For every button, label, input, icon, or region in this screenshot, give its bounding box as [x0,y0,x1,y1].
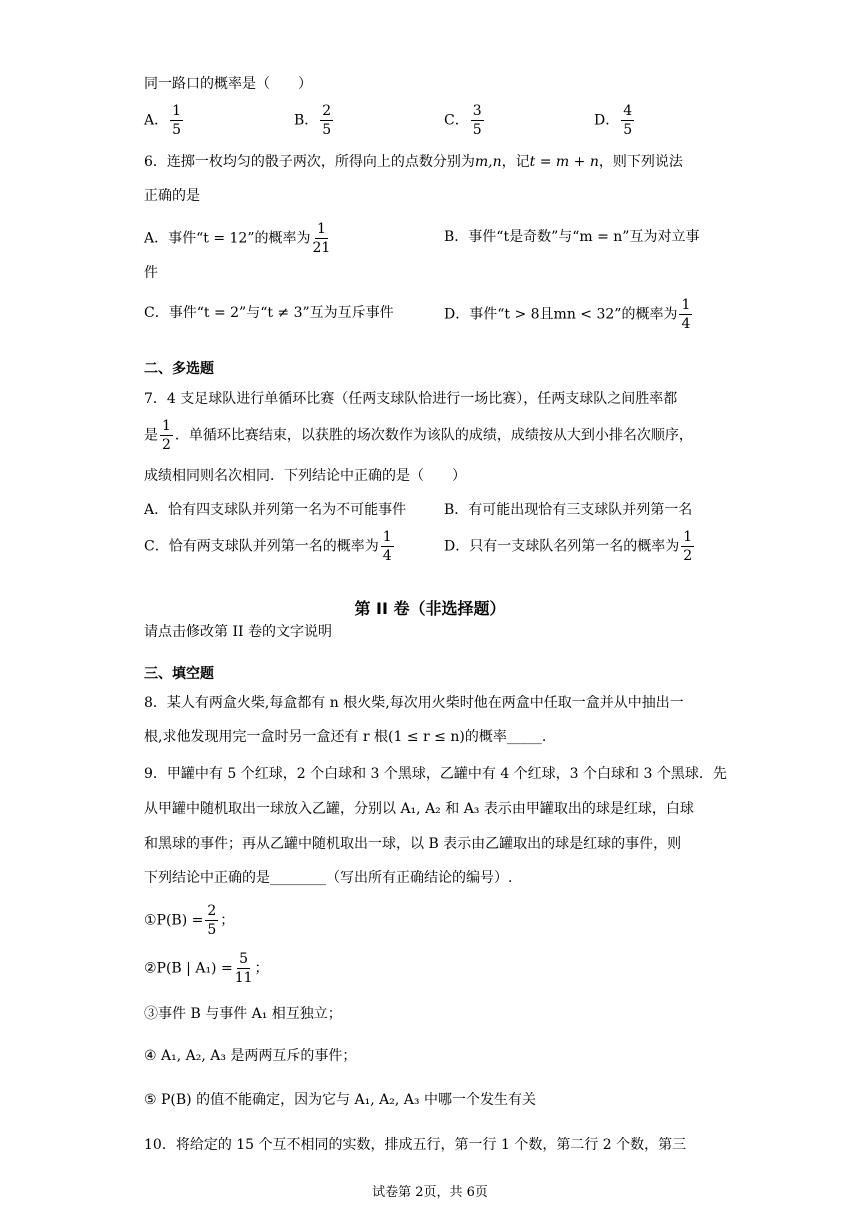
fraction: $\frac{1}{4}$ [382,529,392,564]
fraction: $\frac{1}{2}$ [162,418,171,453]
fraction: $\frac{3}{5}$ [472,103,482,138]
section-heading-fill-in: 三、填空题 [144,666,214,682]
fraction: $\frac{5}{11}$ [234,951,253,986]
fraction: $\frac{2}{5}$ [207,903,217,938]
q5-option-d: D． $\frac{4}{5}$ [594,103,633,138]
q9-stem-line4: 下列结论中正确的是________（写出所有正确结论的编号）. [144,870,513,886]
q6-option-b: B．事件“t是奇数”与“m = n”互为对立事 [444,229,700,245]
q9-stem-line1: 9．甲罐中有 5 个红球，2 个白球和 3 个黑球，乙罐中有 4 个红球，3 个白球和 3 个黑球．先 [144,766,727,782]
q6-option-b-tail: 件 [144,265,158,281]
q9-statement-2: ②P(B | A₁) = $\frac{5}{11}$ ； [144,951,269,986]
q7-option-c: C．恰有两支球队并列第一名的概率为 $\frac{1}{4}$ [144,529,392,564]
part2-note: 请点击修改第 II 卷的文字说明 [144,624,332,640]
q6-option-a: A．事件“t = 12”的概率为 $\frac{1}{21}$ [144,221,331,256]
q10-stem-line1: 10．将给定的 15 个互不相同的实数，排成五行，第一行 1 个数，第二行 2 个数，第三 [144,1137,687,1153]
q7-option-b: B．有可能出现恰有三支球队并列第一名 [444,502,693,518]
q7-stem-line2: 是 $\frac{1}{2}$ ．单循环比赛结束，以获胜的场次数作为该队的成绩，成绩按从大到小排名次顺序， [144,418,693,453]
part2-title: 第 II 卷（非选择题） [354,599,506,618]
fraction: $\frac{1}{21}$ [312,221,331,256]
q9-stem-line2: 从甲罐中随机取出一球放入乙罐，分别以 A₁, A₂ 和 A₃ 表示由甲罐取出的球是红球，白球 [144,801,694,817]
fraction: $\frac{4}{5}$ [623,103,633,138]
q5-tail-text: 同一路口的概率是（ ） [144,76,312,92]
fraction: $\frac{1}{2}$ [683,529,693,564]
q8-stem-line1: 8．某人有两盒火柴,每盒都有 n 根火柴,每次用火柴时他在两盒中任取一盒并从中抽出一 [144,695,684,711]
fraction: $\frac{1}{4}$ [681,297,691,332]
q7-stem-line1: 7．4 支足球队进行单循环比赛（任两支球队恰进行一场比赛），任两支球队之间胜率都 [144,391,678,407]
fraction: $\frac{2}{5}$ [322,103,332,138]
q9-stem-line3: 和黑球的事件；再从乙罐中随机取出一球，以 B 表示由乙罐取出的球是红球的事件，则 [144,836,682,852]
fraction: $\frac{1}{5}$ [172,103,182,138]
q9-statement-1: ①P(B) = $\frac{2}{5}$ ； [144,903,235,938]
q6-option-c: C．事件“t = 2”与“t ≠ 3”互为互斥事件 [144,305,394,321]
q9-statement-3: ③事件 B 与事件 A₁ 相互独立； [144,1006,342,1022]
q6-stem-line2: 正确的是 [144,188,200,204]
q7-option-d: D．只有一支球队名列第一名的概率为 $\frac{1}{2}$ [444,529,693,564]
q7-stem-line3: 成绩相同则名次相同．下列结论中正确的是（ ） [144,468,466,484]
page-footer: 试卷第 2页，共 6页 [372,1185,488,1200]
q5-option-c: C． $\frac{3}{5}$ [444,103,482,138]
q5-option-a: A． $\frac{1}{5}$ [144,103,182,138]
q6-stem-line1: 6．连掷一枚均匀的骰子两次，所得向上的点数分别为m,n，记t = m + n，则下列说法 [144,154,683,170]
q6-option-d: D．事件“t > 8且mn < 32”的概率为 $\frac{1}{4}$ [444,297,691,332]
q7-option-a: A．恰有四支球队并列第一名为不可能事件 [144,502,407,518]
q9-statement-5: ⑤ P(B) 的值不能确定，因为它与 A₁, A₂, A₃ 中哪一个发生有关 [144,1092,536,1108]
section-heading-multi-choice: 二、多选题 [144,361,214,377]
q8-stem-line2: 根,求他发现用完一盒时另一盒还有 r 根(1 ≤ r ≤ n)的概率_____. [144,729,547,745]
q9-statement-4: ④ A₁, A₂, A₃ 是两两互斥的事件； [144,1048,357,1064]
q5-option-b: B． $\frac{2}{5}$ [294,103,332,138]
